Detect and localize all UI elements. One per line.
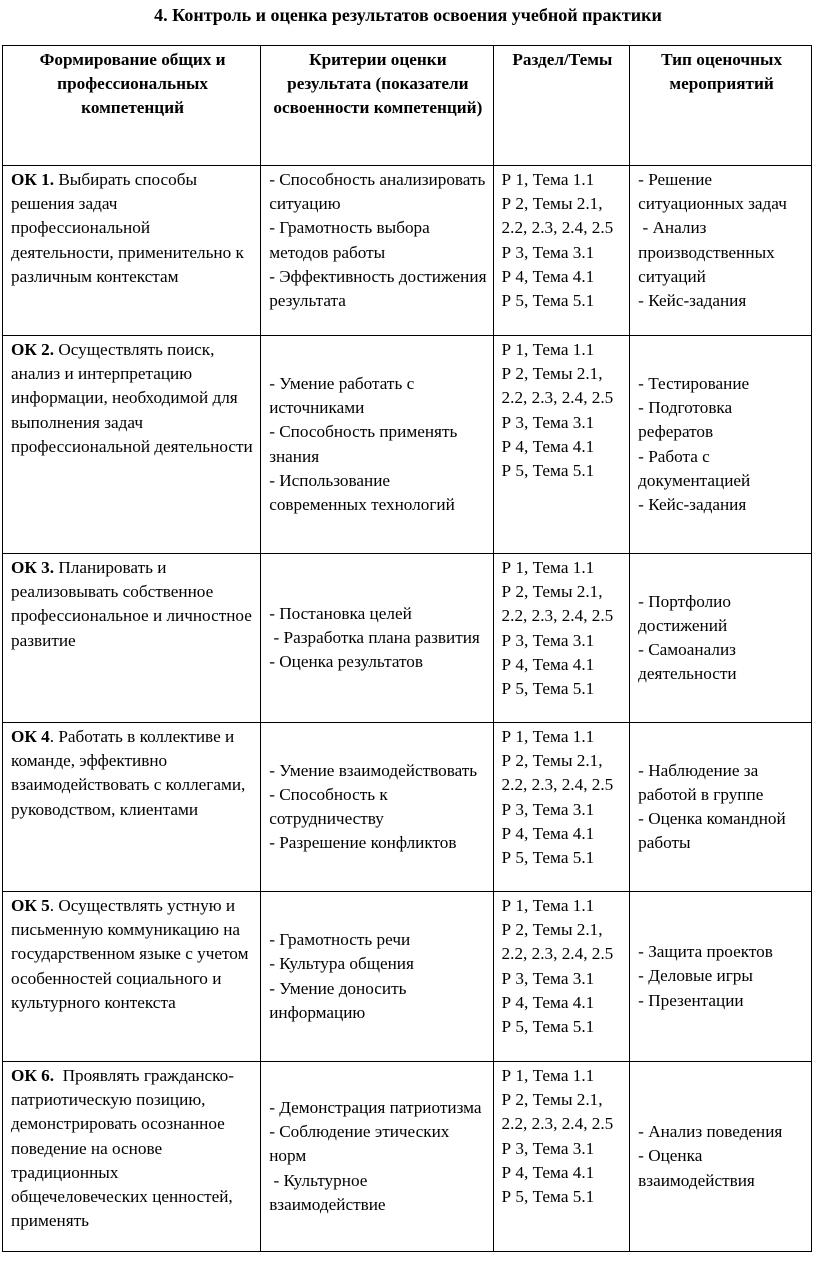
assessment-cell-line: - Анализ поведения (638, 1122, 783, 1142)
assessment-cell-line: - Анализ производственных ситуаций (638, 218, 780, 286)
assessment-cell-line: - Защита проектов (638, 942, 773, 962)
table-row (3, 723, 812, 892)
table-header-row (3, 46, 812, 166)
topics-cell-line: Р 2, Темы 2.1, 2.2, 2.3, 2.4, 2.5 (501, 751, 614, 795)
criteria-cell-line: - Культурное взаимодействие (269, 1170, 386, 1214)
assessment-cell-line: - Решение ситуационных задач (638, 170, 787, 214)
topics-cell-line: Р 5, Тема 5.1 (501, 1187, 595, 1207)
topics-cell-line: Р 1, Тема 1.1 (501, 170, 595, 189)
table-row (3, 1062, 812, 1252)
assessment-cell-line: - Самоанализ деятельности (638, 640, 741, 684)
competency-cell (3, 554, 261, 723)
topics-cell-line: Р 3, Тема 3.1 (501, 1138, 595, 1158)
criteria-cell (261, 336, 493, 554)
competency-text: Выбирать способы решения задач профессиональной деятельности, применительно к различным контекстам (11, 170, 249, 286)
topics-cell-line: Р 5, Тема 5.1 (501, 291, 595, 311)
criteria-cell-line: - Умение доносить информацию (269, 978, 411, 1022)
criteria-cell-line: - Разработка плана развития (269, 627, 480, 647)
assessment-cell-line: - Наблюдение за работой в группе (638, 760, 764, 804)
competency-text: Проявлять гражданско-патриотическую позицию, демонстрировать осознанное поведение на основе традиционных общечеловеческих ценностей, применять (11, 1066, 238, 1231)
criteria-cell-line: - Эффективность достижения результата (269, 266, 491, 311)
criteria-cell-line: - Культура общения (269, 954, 414, 974)
criteria-cell-line: - Оценка результатов (269, 652, 424, 672)
criteria-cell-line: - Разрешение конфликтов (269, 833, 457, 853)
topics-cell-line: Р 2, Темы 2.1, 2.2, 2.3, 2.4, 2.5 (501, 920, 614, 964)
topics-cell-line: Р 2, Темы 2.1, 2.2, 2.3, 2.4, 2.5 (501, 364, 614, 408)
topics-cell-line: Р 1, Тема 1.1 (501, 340, 595, 359)
header-topics: Раздел/Темы (493, 46, 630, 166)
topics-cell-line: Р 5, Тема 5.1 (501, 679, 595, 699)
assessment-cell-line: - Тестирование (638, 373, 750, 393)
header-assessment: Тип оценочных мероприятий (630, 46, 812, 166)
assessment-cell-line: - Оценка взаимодействия (638, 1146, 755, 1190)
criteria-cell-line: - Умение работать с источниками (269, 373, 419, 418)
competency-code: ОК 3. (11, 558, 55, 577)
competency-code: ОК 4 (11, 727, 50, 746)
assessment-cell (630, 723, 812, 892)
competency-cell (3, 166, 261, 336)
topics-cell-line: Р 5, Тема 5.1 (501, 848, 595, 868)
topics-cell-line: Р 3, Тема 3.1 (501, 242, 595, 262)
topics-cell-line: Р 1, Тема 1.1 (501, 1066, 595, 1085)
competency-cell (3, 336, 261, 554)
header-criteria: Критерии оценки результата (показатели освоенности компетенций) (261, 46, 493, 166)
criteria-cell-line: - Способность анализировать ситуацию (269, 170, 490, 214)
topics-cell-line: Р 3, Тема 3.1 (501, 630, 595, 650)
assessment-cell-line: - Деловые игры (638, 966, 753, 986)
assessment-table (2, 45, 812, 1252)
page-title: 4. Контроль и оценка результатов освоения учебной практики (154, 5, 662, 25)
topics-cell (493, 1062, 630, 1252)
competency-cell (3, 1062, 261, 1252)
competency-cell (3, 892, 261, 1062)
assessment-cell-line: - Подготовка рефератов (638, 398, 737, 442)
assessment-cell (630, 554, 812, 723)
topics-cell-line: Р 4, Тема 4.1 (501, 992, 595, 1012)
topics-cell-line: Р 2, Темы 2.1, 2.2, 2.3, 2.4, 2.5 (501, 1090, 614, 1134)
table-row (3, 166, 812, 336)
topics-cell-line: Р 4, Тема 4.1 (501, 436, 595, 456)
assessment-cell (630, 1062, 812, 1252)
criteria-cell (261, 554, 493, 723)
header-competencies: Формирование общих и профессиональных компетенций (3, 46, 261, 166)
criteria-cell-line: - Грамотность выбора методов работы (269, 218, 435, 262)
competency-code: ОК 5 (11, 896, 50, 915)
assessment-cell (630, 892, 812, 1062)
topics-cell-line: Р 3, Тема 3.1 (501, 412, 595, 432)
topics-cell-line: Р 1, Тема 1.1 (501, 727, 595, 746)
competency-text: . Работать в коллективе и команде, эффективно взаимодействовать с коллегами, руководством, клиентами (11, 727, 250, 819)
criteria-cell-line: - Соблюдение этических норм (269, 1122, 454, 1166)
criteria-cell (261, 1062, 493, 1252)
topics-cell-line: Р 2, Темы 2.1, 2.2, 2.3, 2.4, 2.5 (501, 582, 614, 626)
topics-cell-line: Р 3, Тема 3.1 (501, 799, 595, 819)
competency-text: Осуществлять поиск, анализ и интерпретацию информации, необходимой для выполнения задач профессиональной деятельности (11, 340, 253, 456)
assessment-cell-line: - Презентации (638, 990, 744, 1010)
topics-cell (493, 554, 630, 723)
assessment-cell (630, 336, 812, 554)
criteria-cell-line: - Использование современных технологий (269, 470, 455, 514)
competency-code: ОК 6. (11, 1066, 55, 1085)
criteria-cell-line: - Способность к сотрудничеству (269, 784, 393, 828)
assessment-cell-line: - Портфолио достижений (638, 591, 736, 635)
assessment-cell-line: - Кейс-задания (638, 291, 747, 311)
table-row (3, 892, 812, 1062)
topics-cell (493, 166, 630, 336)
criteria-cell-line: - Грамотность речи (269, 930, 411, 950)
table-row (3, 554, 812, 723)
topics-cell-line: Р 1, Тема 1.1 (501, 558, 595, 577)
criteria-cell (261, 166, 493, 336)
topics-cell-line: Р 3, Тема 3.1 (501, 968, 595, 988)
criteria-cell-line: - Постановка целей (269, 603, 412, 623)
criteria-cell (261, 723, 493, 892)
topics-cell (493, 892, 630, 1062)
topics-cell-line: Р 4, Тема 4.1 (501, 654, 595, 674)
competency-cell (3, 723, 261, 892)
topics-cell-line: Р 5, Тема 5.1 (501, 461, 595, 481)
criteria-cell-line: - Умение взаимодействовать (269, 760, 478, 780)
competency-code: ОК 1. (11, 170, 55, 189)
criteria-cell-line: - Демонстрация патриотизма (269, 1097, 482, 1117)
topics-cell-line: Р 2, Темы 2.1, 2.2, 2.3, 2.4, 2.5 (501, 194, 614, 238)
topics-cell-line: Р 5, Тема 5.1 (501, 1017, 595, 1037)
topics-cell (493, 723, 630, 892)
competency-text: . Осуществлять устную и письменную коммуникацию на государственном языке с учетом особенностей социального и культурного контекста (11, 896, 253, 1012)
criteria-cell (261, 892, 493, 1062)
topics-cell (493, 336, 630, 554)
topics-cell-line: Р 4, Тема 4.1 (501, 266, 595, 286)
assessment-cell-line: - Работа с документацией (638, 446, 751, 490)
topics-cell-line: Р 1, Тема 1.1 (501, 896, 595, 915)
table-row (3, 336, 812, 554)
assessment-cell-line: - Оценка командной работы (638, 809, 791, 853)
topics-cell-line: Р 4, Тема 4.1 (501, 1162, 595, 1182)
assessment-cell (630, 166, 812, 336)
competency-text: Планировать и реализовывать собственное профессиональное и личностное развитие (11, 558, 257, 650)
criteria-cell-line: - Способность применять знания (269, 422, 462, 466)
assessment-cell-line: - Кейс-задания (638, 494, 747, 514)
competency-code: ОК 2. (11, 340, 55, 359)
topics-cell-line: Р 4, Тема 4.1 (501, 823, 595, 843)
